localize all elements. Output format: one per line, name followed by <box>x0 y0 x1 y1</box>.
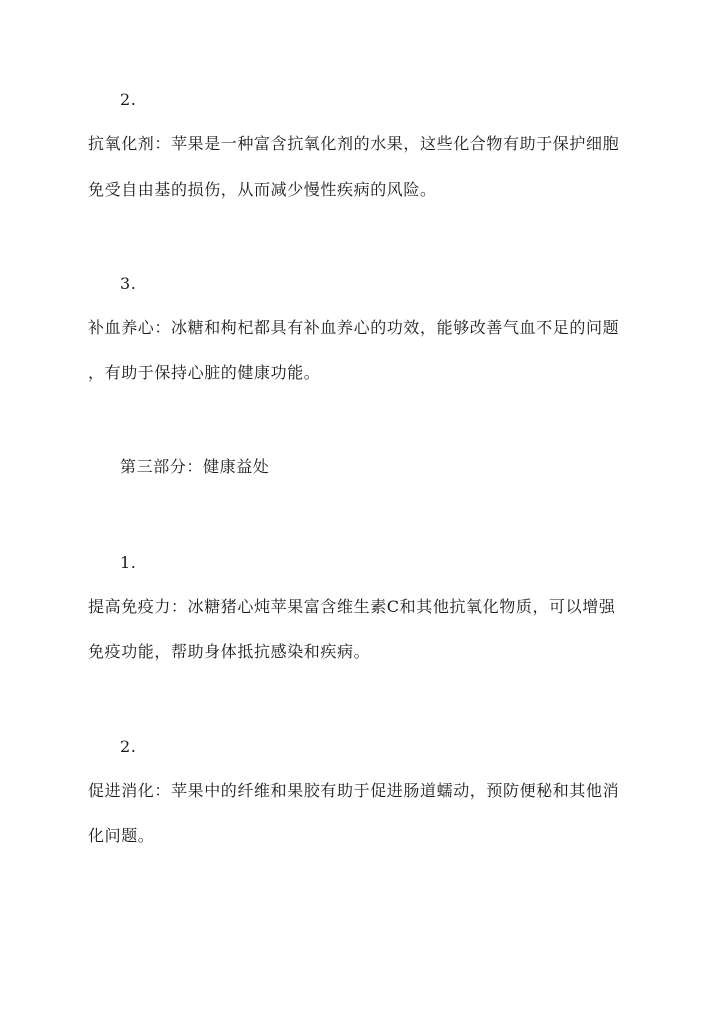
paragraph-line: 补血养心：冰糖和枸杞都具有补血养心的功效，能够改善气血不足的问题 <box>88 318 620 337</box>
paragraph-line: 免疫功能，帮助身体抵抗感染和疾病。 <box>88 642 371 661</box>
paragraph-line: 免受自由基的损伤，从而减少慢性疾病的风险。 <box>88 180 437 199</box>
list-number: 2. <box>120 90 137 109</box>
paragraph-line: ，有助于保持心脏的健康功能。 <box>88 363 321 382</box>
paragraph-line: 提高免疫力：冰糖猪心炖苹果富含维生素C和其他抗氧化物质，可以增强 <box>88 597 616 616</box>
list-number: 3. <box>120 274 137 293</box>
paragraph-line: 化问题。 <box>88 826 155 845</box>
paragraph-line: 促进消化：苹果中的纤维和果胶有助于促进肠道蠕动，预防便秘和其他消 <box>88 781 620 800</box>
list-number: 1. <box>120 553 137 572</box>
paragraph-line: 抗氧化剂：苹果是一种富含抗氧化剂的水果，这些化合物有助于保护细胞 <box>88 134 620 153</box>
section-heading: 第三部分：健康益处 <box>120 457 270 476</box>
list-number: 2. <box>120 737 137 756</box>
